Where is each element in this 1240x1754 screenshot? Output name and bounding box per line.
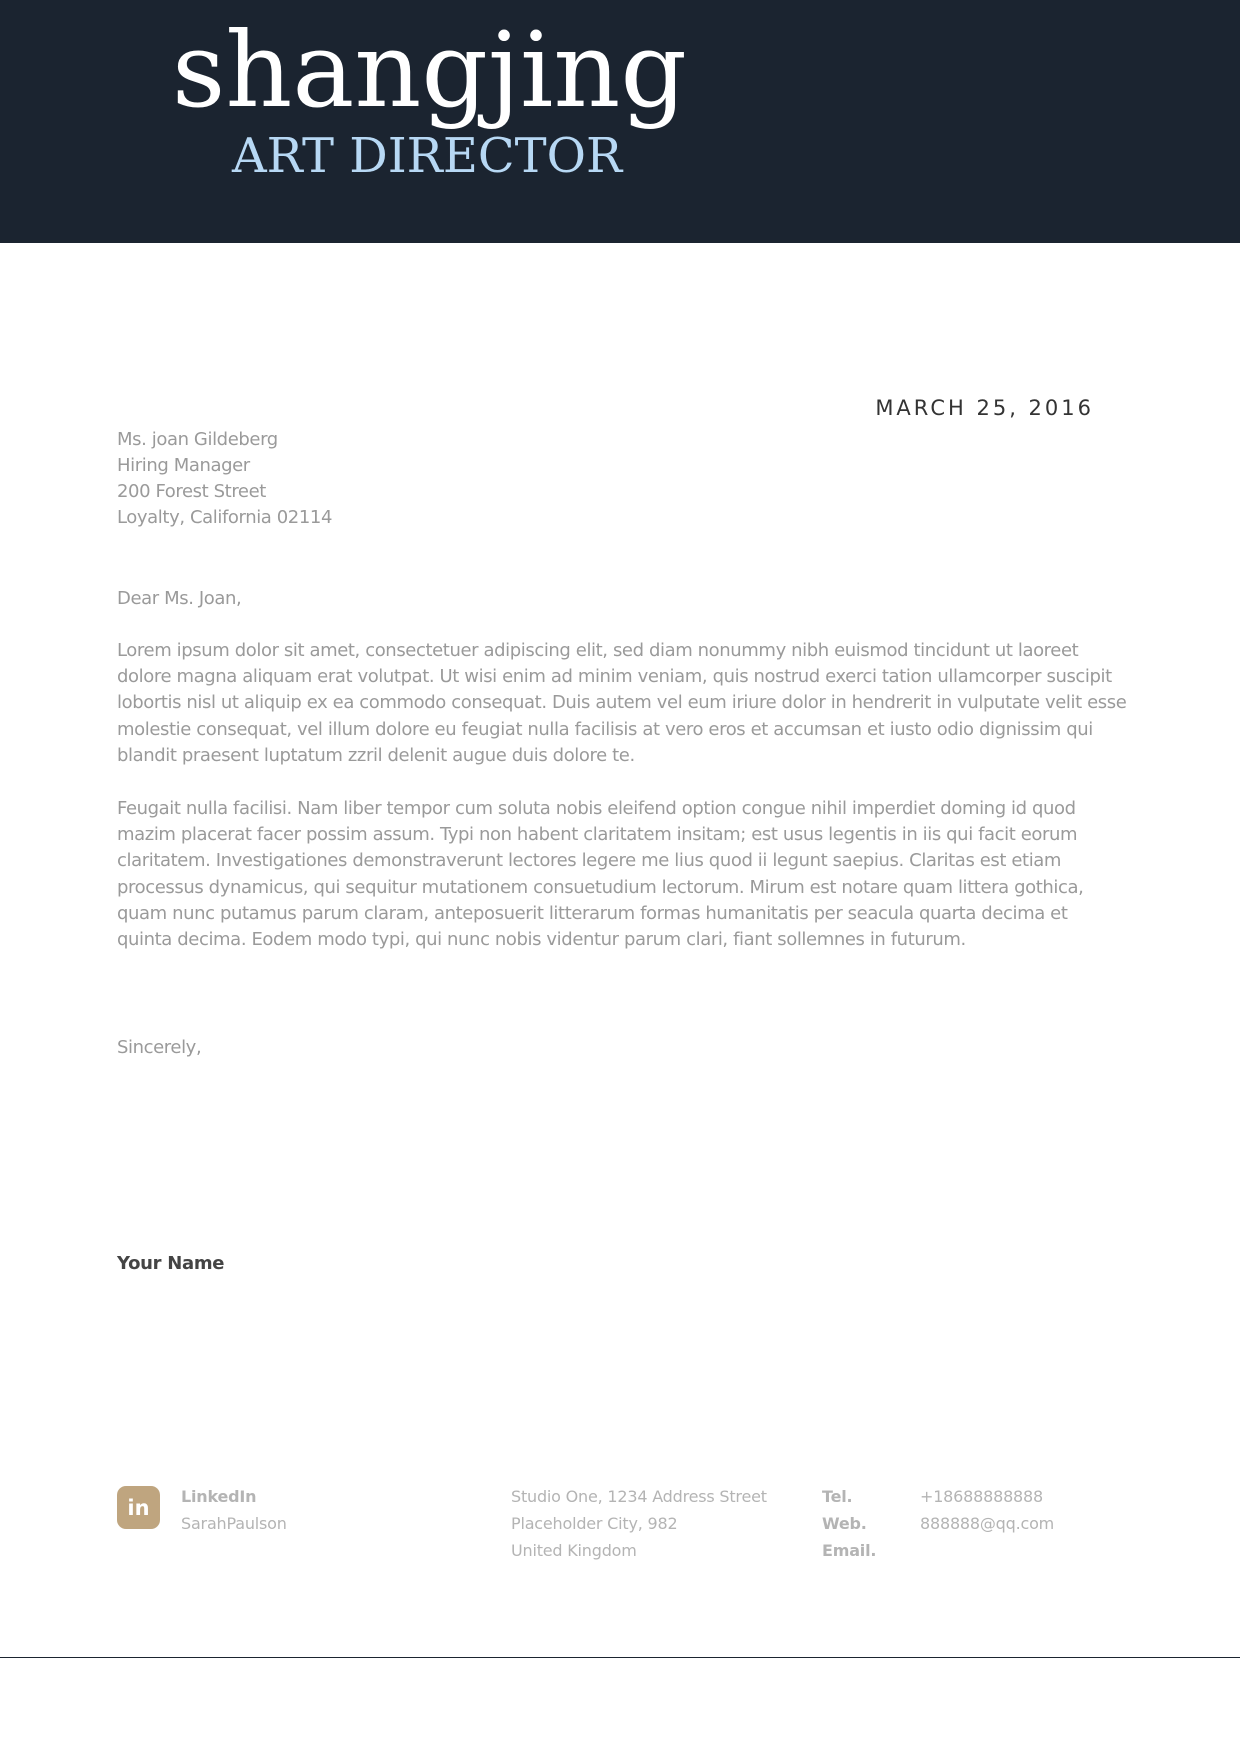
signature-name: Your Name — [117, 1253, 225, 1274]
contact-label-tel: Tel. — [822, 1487, 853, 1506]
linkedin-icon[interactable]: in — [117, 1486, 160, 1529]
contact-label-web: Web. — [822, 1514, 867, 1533]
address-line-3: United Kingdom — [511, 1541, 637, 1560]
recipient-city: Loyalty, California 02114 — [117, 507, 333, 528]
contact-label-email: Email. — [822, 1541, 877, 1560]
linkedin-handle[interactable]: SarahPaulson — [181, 1514, 287, 1533]
linkedin-label: LinkedIn — [181, 1487, 257, 1506]
sender-address-block — [511, 1483, 767, 1564]
contact-values — [920, 1483, 1054, 1537]
contact-value-web[interactable]: 888888@qq.com — [920, 1514, 1055, 1533]
bottom-divider — [0, 1657, 1240, 1658]
address-line-2: Placeholder City, 982 — [511, 1514, 678, 1533]
recipient-position: Hiring Manager — [117, 455, 250, 476]
letter-date: MARCH 25, 2016 — [875, 396, 1094, 420]
body-paragraph-1: Lorem ipsum dolor sit amet, consectetuer adipiscing elit, sed diam nonummy nibh euismod tincidunt ut laoreet dolore magna aliquam erat volutpat. Ut wisi enim ad minim veniam, quis nostrud exerci tation ullamcorper suscipit lobortis nisl ut aliquip ex ea commodo consequat. Duis autem vel eum iriure dolor in hendrerit in vulputate velit esse molestie consequat, vel illum dolore eu feugiat nulla facilisis at vero eros et accumsan et iusto odio dignissim qui blandit praesent luptatum zzril delenit augue duis dolore te. — [117, 640, 1127, 766]
greeting: Dear Ms. Joan, — [117, 588, 242, 609]
recipient-name: Ms. joan Gildeberg — [117, 429, 278, 450]
address-line-1: Studio One, 1234 Address Street — [511, 1487, 767, 1506]
closing: Sincerely, — [117, 1037, 202, 1058]
contact-value-tel[interactable]: +18688888888 — [920, 1487, 1043, 1506]
recipient-address-block — [117, 427, 332, 531]
recipient-street: 200 Forest Street — [117, 481, 266, 502]
linkedin-info — [181, 1483, 287, 1537]
header-job-title: ART DIRECTOR — [232, 128, 623, 184]
body-paragraph-2: Feugait nulla facilisi. Nam liber tempor cum soluta nobis eleifend option congue nihil imperdiet doming id quod mazim placerat facer possim assum. Typi non habent claritatem insitam; est usus legentis in iis qui facit eorum claritatem. Investigationes demonstraverunt lectores legere me lius quod ii legunt saepius. Claritas est etiam processus dynamicus, qui sequitur mutationem consuetudium lectorum. Mirum est notare quam littera gothica, quam nunc putamus parum claram, anteposuerit litterarum formas humanitatis per seacula quarta decima et quinta decima. Eodem modo typi, qui nunc nobis videntur parum clari, fiant sollemnes in futurum. — [117, 798, 1084, 951]
header-name: shangjing — [172, 9, 687, 131]
letterhead-banner — [0, 0, 1240, 243]
contact-labels — [822, 1483, 876, 1564]
